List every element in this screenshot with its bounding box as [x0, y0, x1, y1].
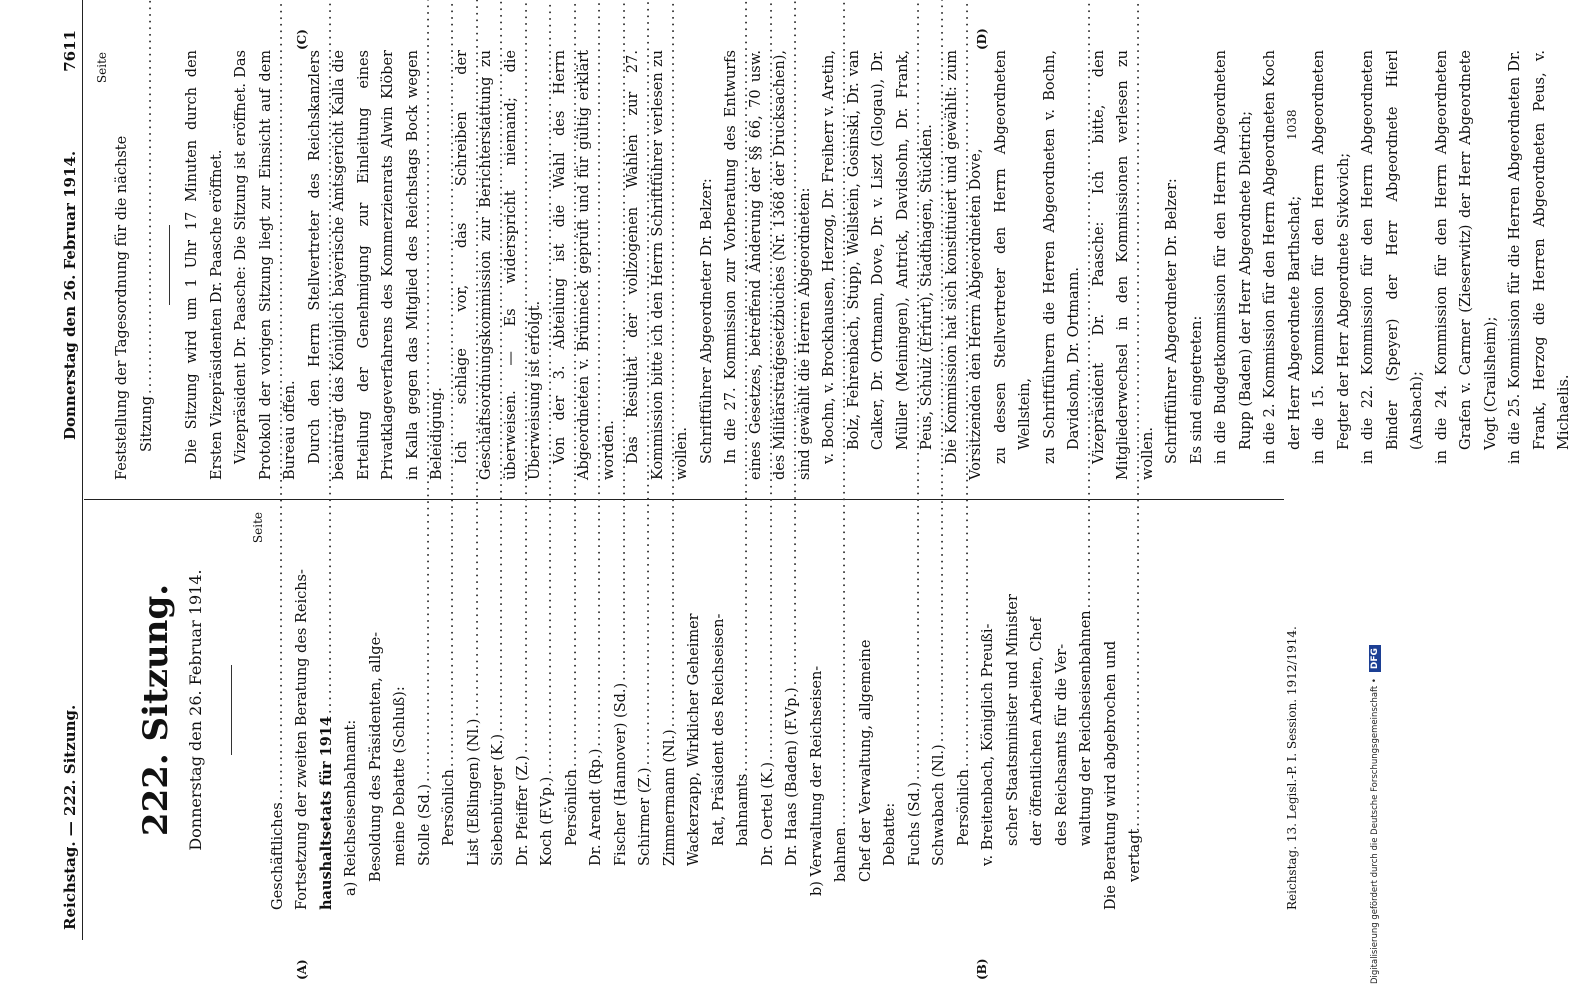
toc-entry	[805, 510, 830, 910]
toc-entry-text: der öffentlichen Arbeiten, Chef	[1029, 617, 1045, 846]
toc-entry-text: Dr. Pfeiffer (Z.)	[514, 755, 531, 866]
paragraph: In die 27. Kommission zur Vorberatung des Entwurfs eines Gesetzes, betreffend Änderung der §§ 66, 70 usw. des Militärstrafgesetzbuches (Nr. 1368 der Drucksachen), sind gewählt die Herren Abgeordneten:	[723, 50, 813, 480]
paragraph: Ich schlage vor, das Schreiben der Geschäftsordnungskommission zur Berichterstattung zu überweisen. — Es widerspricht niemand; die Überweisung ist erfolgt.	[453, 50, 543, 480]
paragraph: Schriftführer Abgeordneter Dr. Belzer:	[1164, 178, 1180, 464]
paragraph: Die Sitzung wird um 1 Uhr 17 Minuten durch den Ersten Vizepräsidenten Dr. Paasche eröffnet.	[184, 50, 225, 480]
toc-entry-text: Persönlich	[955, 769, 972, 846]
paragraph: Von der 3. Abteilung ist die Wahl des Herrn Abgeordneten v. Brünneck geprüft und für gültig erklärt worden.	[551, 50, 617, 480]
toc-entry	[707, 510, 732, 910]
toc-entry-text: vertagt	[1127, 828, 1143, 882]
toc-entry-text: Debatte:	[882, 802, 898, 866]
toc-entry	[584, 510, 609, 910]
toc-entry-agenda-1	[110, 50, 135, 480]
session-date: Donnerstag den 26. Februar 1914.	[186, 569, 205, 851]
toc-entry	[315, 510, 340, 910]
dfg-credit	[1365, 4, 1381, 984]
paragraph: Es sind eingetreten:	[1188, 315, 1205, 464]
column-divider	[84, 499, 1284, 500]
running-header	[50, 0, 80, 1000]
toc-entry	[486, 510, 511, 910]
toc-entry-text: Geschäftliches	[269, 802, 286, 910]
toc-entry-text: Persönlich	[563, 769, 580, 846]
dot-leader	[135, 0, 160, 396]
toc-entry-text: Dr. Arendt (Rp.)	[588, 748, 604, 866]
toc-entry	[878, 510, 903, 910]
toc-entry-text: Koch (F.Vp.)	[539, 776, 555, 866]
seite-label-right: Seite	[95, 52, 109, 84]
seite-label: Seite	[250, 512, 265, 544]
paragraph: Vizepräsident Dr. Paasche: Ich bitte, den Mitgliederwechsel in den Kommissionen verlesen zu wollen.	[1090, 50, 1156, 480]
paragraph: in die 24. Kommission für den Herrn Abgeordneten Grafen v. Carmer (Zieserwitz) der Herr Abgeordnete Vogt (Crailsheim);	[1433, 50, 1499, 464]
toc-entry-text: Die Beratung wird abgebrochen und	[1102, 640, 1119, 910]
dfg-logo: DFG	[1369, 645, 1381, 672]
toc-entry	[535, 510, 560, 910]
toc-entry	[976, 510, 1001, 910]
toc-entry-text: b) Verwaltung der Reichseisen-	[808, 665, 825, 896]
paragraph: Das Resultat der vollzogenen Wahlen zur 27. Kommission bitte ich den Herrn Schriftführer verlesen zu wollen.	[625, 50, 690, 480]
toc-entry	[364, 510, 389, 910]
toc-entry	[290, 510, 315, 910]
paragraph: in die Budgetkommission für den Herrn Abgeordneten Rupp (Baden) der Herr Abgeordnete Dietrich;	[1213, 50, 1254, 464]
header-page-number: 7611	[61, 30, 79, 72]
toc-entry	[952, 510, 977, 910]
toc-entry-text: bahnamts	[735, 773, 751, 846]
margin-marker-d: (D)	[975, 28, 989, 50]
toc-entry-text: Stolle (Sd.)	[416, 783, 433, 866]
paragraph: zu dessen Stellvertreter den Herrn Abgeordneten Wellstein,	[992, 50, 1033, 464]
toc-entry	[511, 510, 536, 910]
margin-marker-a: (A)	[295, 959, 309, 980]
toc-entry-text: waltung der Reichseisenbahnen	[1078, 610, 1094, 846]
folio-number: 1038	[1285, 109, 1299, 140]
paragraph: Vizepräsident Dr. Paasche: Die Sitzung ist eröffnet. Das Protokoll der vorigen Sitzung liegt zur Einsicht auf dem Bureau offen.	[233, 50, 298, 480]
toc-entry	[658, 510, 683, 910]
toc-entry	[1025, 510, 1050, 910]
toc-entry-text: Fuchs (Sd.)	[906, 781, 923, 866]
paragraph: in die 25. Kommission für die Herren Abgeordneten Dr. Frank, Herzog die Herren Abgeordneten Peus, v. Michaelis.	[1507, 50, 1572, 464]
toc-entry	[1001, 510, 1026, 910]
paragraph: in die 15. Kommission für den Herrn Abgeordneten Fegter der Herr Abgeordnete Sivkovich;	[1311, 50, 1352, 464]
toc-entry-text: Fortsetzung der zweiten Beratung des Reichs-	[294, 569, 310, 910]
header-rule	[82, 0, 83, 940]
toc-entry-text: des Reichsamts für die Ver-	[1053, 643, 1070, 846]
toc-entry-text: List (Eßlingen) (Nl.)	[465, 718, 482, 866]
toc-entry	[1099, 510, 1124, 910]
toc-entry	[780, 510, 805, 910]
table-of-contents	[266, 510, 1148, 910]
margin-marker-c: (C)	[295, 29, 309, 50]
paragraph: Die Kommission hat sich konstituiert und gewählt: zum Vorsitzenden den Herrn Abgeordneten Dove,	[943, 50, 984, 480]
toc-entry	[1050, 510, 1075, 910]
toc-entry	[756, 510, 781, 910]
toc-entry-text: haushaltsetats für 1914	[317, 715, 335, 910]
toc-entry	[388, 510, 413, 910]
toc-entry-text: Zimmermann (Nl.)	[661, 729, 678, 866]
page-footer: Reichstag. 13. Legisl.-P. I. Session. 1912/1914.	[1285, 626, 1299, 910]
section-rule	[169, 225, 170, 305]
paragraph: in die 2. Kommission für den Herrn Abgeordneten Koch der Herr Abgeordnete Barthschat;	[1262, 50, 1303, 464]
session-title: 222. Sitzung.	[136, 583, 176, 837]
toc-entry-text: Fischer (Hannover) (Sd.)	[612, 682, 629, 866]
paragraph: Durch den Herrn Stellvertreter des Reichskanzlers beantragt das Königlich bayerische Amtsgericht Kalla die Erteilung der Genehmigung zur Einleitung eines Privatklageverfahrens des Kommerzienrats Alwin Klöber in Kalla gegen das Mitglied des Reichstags Bock wegen Beleidigung.	[306, 50, 445, 480]
toc-entry	[1074, 510, 1099, 910]
toc-entry	[339, 510, 364, 910]
toc-entry-text: Rat, Präsident des Reichseisen-	[710, 613, 727, 846]
toc-entry-agenda-2	[135, 50, 160, 480]
right-column	[94, 50, 1577, 480]
paragraph: in die 22. Kommission für den Herrn Abgeordneten Binder (Speyer) der Herr Abgeordnete Hierl (Ansbach);	[1360, 50, 1425, 464]
toc-entry	[437, 510, 462, 910]
toc-entry-text: Feststellung der Tagesordnung für die nächste	[114, 135, 130, 480]
paragraph: zu Schriftführern die Herren Abgeordneten v. Bochn, Davidsohn, Dr. Ortmann.	[1041, 50, 1082, 464]
toc-entry-text: Wackerzapp, Wirklicher Geheimer	[686, 613, 702, 866]
toc-entry-text: Persönlich	[441, 769, 457, 846]
toc-entry-text: a) Reichseisenbahnamt:	[343, 719, 359, 896]
title-rule	[231, 665, 232, 755]
toc-entry	[854, 510, 879, 910]
toc-entry-text: v. Breitenbach, Königlich Preußi-	[980, 623, 996, 866]
toc-entry-text: meine Debatte (Schluß):	[392, 686, 408, 866]
toc-entry-text: Dr. Haas (Baden) (F.Vp.)	[784, 687, 800, 866]
toc-entry-text: Chef der Verwaltung, allgemeine	[857, 639, 874, 882]
toc-entry-text: Schirmer (Z.)	[637, 767, 653, 866]
toc-entry	[829, 510, 854, 910]
paragraph: v. Bochn, v. Brockhausen, Herzog, Dr. Freiherr v. Aretin, Bolz, Fehrenbach, Stupp, Wellstein, Gosinski, Dr. van Calker, Dr. Ortmann, Dove, Dr. v. Liszt (Glogau), Dr. Müller (Meiningen), Antrick, Davidsohn, Dr. Frank, Peus, Schulz (Erfurt), Stadthagen, Stücklen.	[821, 50, 935, 464]
toc-entry	[560, 510, 585, 910]
toc-entry	[413, 510, 438, 910]
margin-marker-b: (B)	[975, 958, 989, 980]
toc-entry	[927, 510, 952, 910]
toc-entry	[1123, 510, 1148, 910]
header-center: Donnerstag den 26. Februar 1914.	[61, 150, 79, 440]
toc-entry-text: Besoldung des Präsidenten, allge-	[367, 631, 384, 882]
toc-entry	[609, 510, 634, 910]
toc-entry-text: Siebenbürger (K.)	[490, 733, 506, 866]
toc-entry-text: bahnen	[833, 827, 849, 882]
toc-entry	[731, 510, 756, 910]
toc-entry-text: Sitzung	[138, 396, 155, 452]
dfg-credit-text	[1367, 4, 1383, 984]
paragraph: Schriftführer Abgeordneter Dr. Belzer:	[698, 178, 715, 464]
dfg-credit-label: Digitalisierung gefördert durch die Deutsche Forschungsgemeinschaft •	[1370, 678, 1380, 984]
toc-entry-text: Dr. Oertel (K.)	[759, 762, 776, 866]
left-column	[94, 510, 1148, 910]
toc-entry-text: Schwabach (Nl.)	[931, 744, 947, 866]
header-left: Reichstag. — 222. Sitzung.	[61, 704, 79, 930]
toc-entry	[682, 510, 707, 910]
toc-entry	[462, 510, 487, 910]
toc-entry	[266, 510, 291, 910]
toc-entry-text: scher Staatsminister und Minister	[1004, 594, 1021, 846]
toc-entry	[633, 510, 658, 910]
toc-entry	[903, 510, 928, 910]
